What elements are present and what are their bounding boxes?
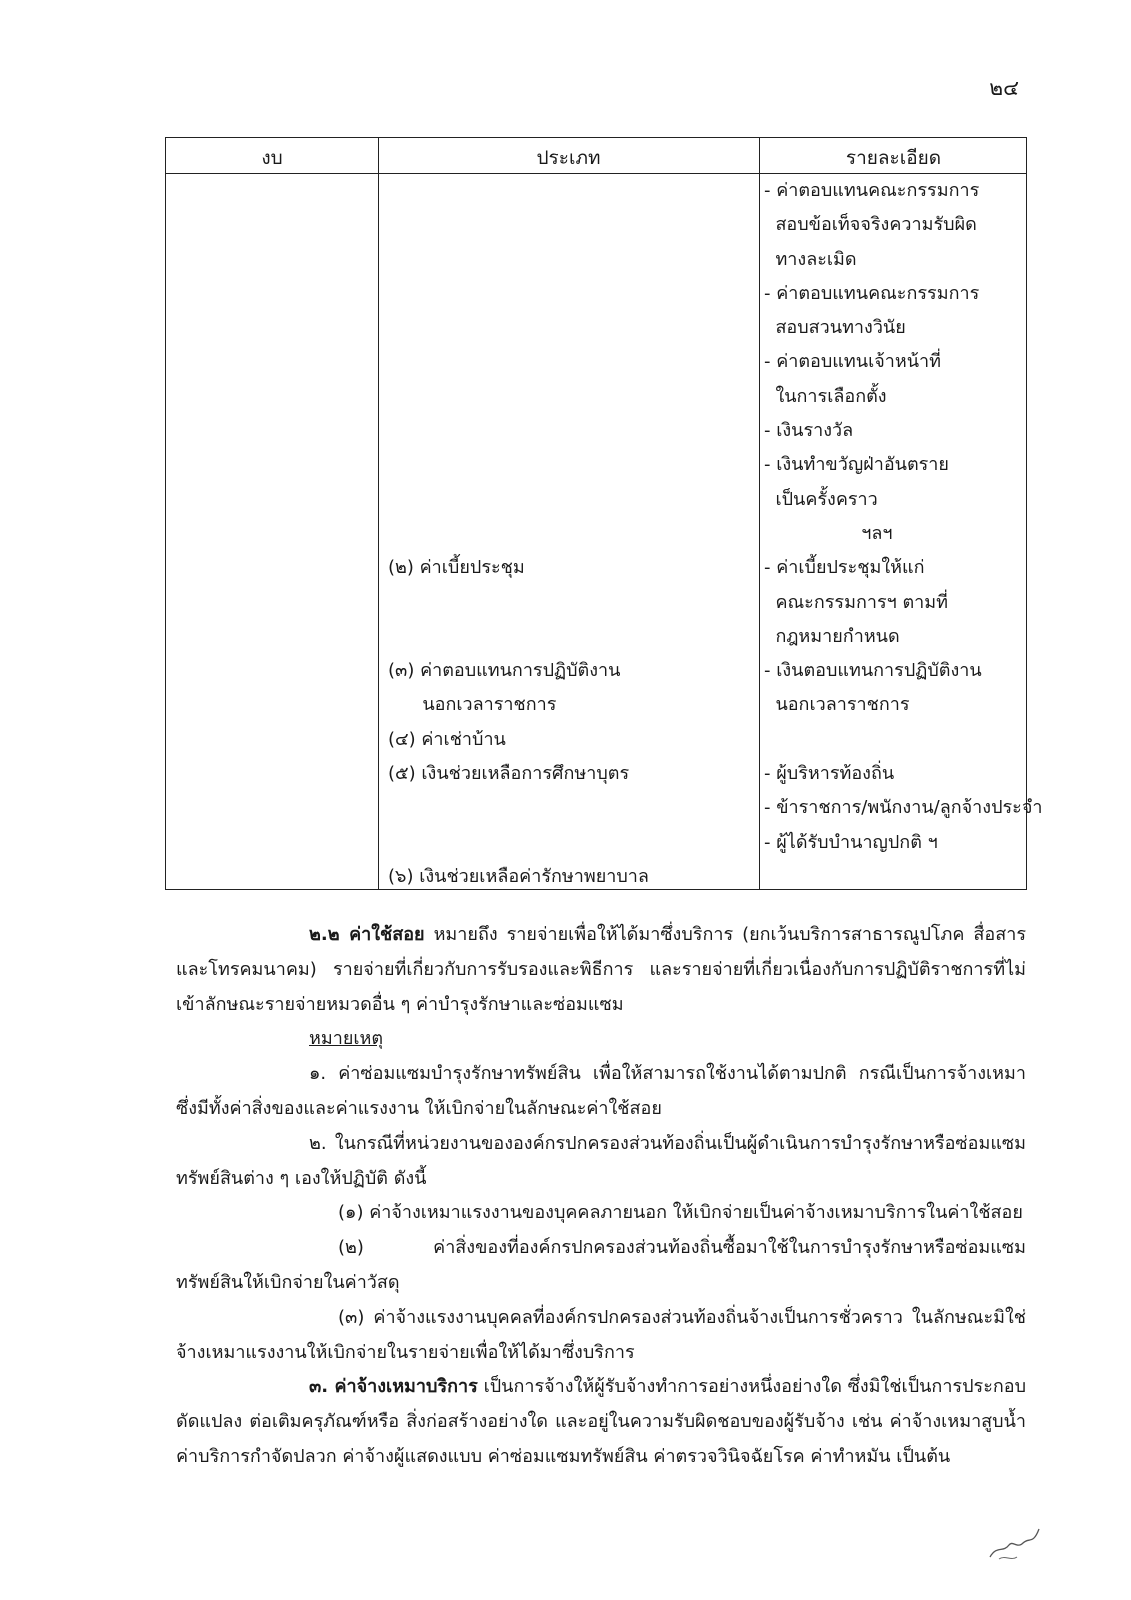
budget-table (165, 137, 1043, 890)
detail-cell-line: - ข้าราชการ/พนักงาน/ลูกจ้างประจำ (764, 797, 1043, 819)
type-cell-line: (๓) ค่าตอบแทนการปฏิบัติงาน (388, 660, 621, 682)
heading-2-2: ๒.๒ ค่าใช้สอย (309, 924, 425, 945)
type-cell-line (388, 277, 649, 311)
header-budget: งบ (261, 147, 283, 169)
paragraph-2-2-text: หมายถึง รายจ่ายเพื่อให้ได้มาซึ่งบริการ (ยกเว้นบริการสาธารณูปโภค สื่อสารและโทรคมนาคม) รายจ่ายที่เกี่ยวกับการรับรองและพิธีการ และรายจ่ายที่เกี่ยวเนื่องกับการปฏิบัติราชการที่ไม่เข้าลักษณะรายจ่ายหมวดอื่น ๆ ค่าบำรุงรักษาและซ่อมแซม (176, 924, 1026, 1015)
type-cell-line: (๖) เงินช่วยเหลือค่ารักษาพยาบาล (388, 865, 649, 887)
detail-cell-line (764, 860, 1042, 894)
detail-cell-line: - ค่าเบี้ยประชุมให้แก่ (764, 557, 925, 579)
detail-cell-line: คณะกรรมการฯ ตามที่ (764, 591, 948, 613)
signature-mark (985, 1515, 1045, 1565)
type-cell-line: นอกเวลาราชการ (388, 694, 557, 716)
column-divider-2 (759, 138, 760, 889)
sub-item-1: (๑) ค่าจ้างเหมาแรงงานของบุคคลภายนอก ให้เบิกจ่ายเป็นค่าจ้างเหมาบริการในค่าใช้สอย (338, 1202, 1023, 1224)
paragraph-2-2 (176, 918, 1026, 1022)
type-cell-line (388, 620, 649, 654)
type-cell-line: (๔) ค่าเช่าบ้าน (388, 728, 506, 750)
type-cell-line (388, 483, 649, 517)
sub-item-2: (๒) ค่าสิ่งของที่องค์กรปกครองส่วนท้องถิ่นซื้อมาใช้ในการบำรุงรักษาหรือซ่อมแซมทรัพย์สินให้เบิกจ่ายในค่าวัสดุ (176, 1237, 1026, 1293)
detail-cell-line: นอกเวลาราชการ (764, 694, 910, 716)
paragraph-3-text: เป็นการจ้างให้ผู้รับจ้างทำการอย่างหนึ่งอย่างใด ซึ่งมิใช่เป็นการประกอบดัดแปลง ต่อเติมครุภัณฑ์หรือ สิ่งก่อสร้างอย่างใด และอยู่ในความรับผิดชอบของผู้รับจ้าง เช่น ค่าจ้างเหมาสูบน้ำ ค่าบริการกำจัดปลวก ค่าจ้างผู้แสดงแบบ ค่าซ่อมแซมทรัพย์สิน ค่าตรวจวินิจฉัยโรค ค่าทำหมัน เป็นต้น (176, 1376, 1026, 1467)
detail-cell-line: - ค่าตอบแทนคณะกรรมการ (764, 180, 980, 201)
body-text (176, 918, 1026, 1475)
type-cell-line (388, 174, 649, 208)
detail-cell-line: - ค่าตอบแทนเจ้าหน้าที่ (764, 351, 942, 373)
type-cell-line: (๒) ค่าเบี้ยประชุม (388, 557, 525, 579)
detail-cell-line: สอบสวนทางวินัย (764, 317, 906, 339)
type-cell-line (388, 380, 649, 414)
page-number: ๒๔ (989, 76, 1019, 100)
details-column (764, 174, 1042, 894)
detail-cell-line: สอบข้อเท็จจริงความรับผิด (764, 214, 977, 236)
column-divider-1 (378, 138, 379, 889)
type-column (388, 174, 649, 894)
detail-cell-line: ทางละเมิด (764, 248, 857, 270)
note-1: ๑. ค่าซ่อมแซมบำรุงรักษาทรัพย์สิน เพื่อให้สามารถใช้งานได้ตามปกติ กรณีเป็นการจ้างเหมาซึ่งมีทั้งค่าสิ่งของและค่าแรงงาน ให้เบิกจ่ายในลักษณะค่าใช้สอย (176, 1063, 1026, 1119)
detail-cell-line: - เงินทำขวัญฝ่าอันตราย (764, 454, 949, 476)
type-cell-line (388, 517, 649, 551)
type-cell-line (388, 791, 649, 825)
note-heading: หมายเหตุ (309, 1028, 384, 1050)
detail-cell-line: - เงินตอบแทนการปฏิบัติงาน (764, 660, 982, 682)
header-details: รายละเอียด (845, 147, 942, 169)
sub-item-3: (๓) ค่าจ้างแรงงานบุคคลที่องค์กรปกครองส่วนท้องถิ่นจ้างเป็นการชั่วคราว ในลักษณะมิใช่จ้างเหมาแรงงานให้เบิกจ่ายในรายจ่ายเพื่อให้ได้มาซึ่งบริการ (176, 1306, 1026, 1363)
header-type: ประเภท (536, 147, 601, 169)
type-cell-line (388, 243, 649, 277)
note-2: ๒. ในกรณีที่หน่วยงานขององค์กรปกครองส่วนท้องถิ่นเป็นผู้ดำเนินการบำรุงรักษาหรือซ่อมแซมทรัพย์สินต่าง ๆ เองให้ปฏิบัติ ดังนี้ (176, 1132, 1026, 1189)
type-cell-line: (๕) เงินช่วยเหลือการศึกษาบุตร (388, 763, 630, 785)
type-cell-line (388, 448, 649, 482)
detail-cell-line: - ผู้ได้รับบำนาญปกติ ฯ (764, 831, 938, 853)
detail-cell-line: - เงินรางวัล (764, 420, 854, 442)
type-cell-line (388, 208, 649, 242)
type-cell-line (388, 826, 649, 860)
type-cell-line (388, 345, 649, 379)
detail-cell-line: กฎหมายกำหนด (764, 625, 900, 647)
type-cell-line (388, 586, 649, 620)
type-cell-line (388, 311, 649, 345)
detail-cell-line (764, 723, 1042, 757)
detail-cell-line: - ผู้บริหารท้องถิ่น (764, 763, 895, 785)
detail-cell-line: ฯลฯ (764, 522, 893, 544)
heading-3: ๓. ค่าจ้างเหมาบริการ (309, 1376, 478, 1398)
detail-cell-line: - ค่าตอบแทนคณะกรรมการ (764, 282, 980, 304)
detail-cell-line: ในการเลือกตั้ง (764, 385, 887, 407)
type-cell-line (388, 414, 649, 448)
detail-cell-line: เป็นครั้งคราว (764, 488, 878, 510)
paragraph-3 (176, 1370, 1026, 1474)
